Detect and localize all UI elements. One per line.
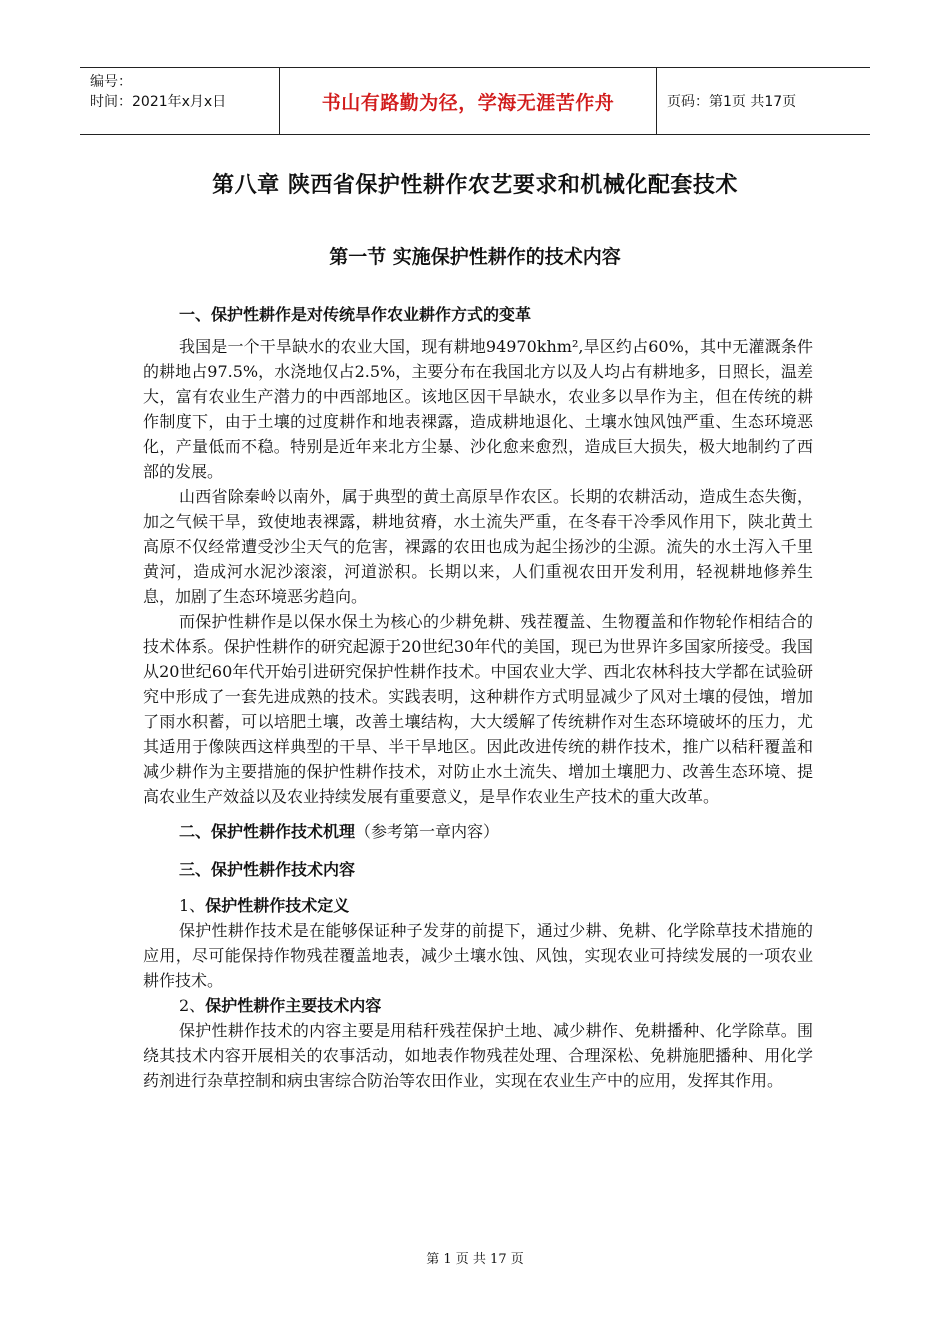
part3-heading: 三、保护性耕作技术内容 — [179, 860, 356, 879]
document-body — [143, 302, 813, 1093]
paragraph: 保护性耕作技术是在能够保证种子发芽的前提下，通过少耕、免耕、化学除草技术措施的应用，尽可能保持作物残茬覆盖地表，减少土壤水蚀、风蚀，实现农业可持续发展的一项农业耕作技术。 — [143, 921, 813, 990]
paragraph: 山西省除秦岭以南外，属于典型的黄土高原旱作农区。长期的农耕活动，造成生态失衡，加之气候干旱，致使地表裸露，耕地贫瘠，水土流失严重，在冬春干冷季风作用下，陕北黄土高原不仅经常遭受沙尘天气的危害，裸露的农田也成为起尘扬沙的尘源。流失的水土泻入千里黄河，造成河水泥沙滚滚，河道淤积。长期以来，人们重视农田开发利用，轻视耕地修养生息，加剧了生态环境恶劣趋向。 — [143, 487, 813, 606]
paragraph: 而保护性耕作是以保水保土为核心的少耕免耕、残茬覆盖、生物覆盖和作物轮作相结合的技术体系。保护性耕作的研究起源于20世纪30年代的美国，现已为世界许多国家所接受。我国从20世纪60年代开始引进研究保护性耕作技术。中国农业大学、西北农林科技大学都在试验研究中形成了一套先进成熟的技术。实践表明，这种耕作方式明显减少了风对土壤的侵蚀，增加了雨水积蓄，可以培肥土壤，改善土壤结构，大大缓解了传统耕作对生态环境破坏的压力，尤其适用于像陕西这样典型的干旱、半干旱地区。因此改进传统的耕作技术，推广以秸秆覆盖和减少耕作为主要措施的保护性耕作技术，对防止水土流失、增加土壤肥力、改善生态环境、提高农业生产效益以及农业持续发展有重要意义，是旱作农业生产技术的重大改革。 — [143, 612, 813, 806]
sub2-number: 2、 — [179, 996, 206, 1015]
sub1-title: 保护性耕作技术定义 — [205, 896, 350, 915]
chapter-title: 第八章 陕西省保护性耕作农艺要求和机械化配套技术 — [212, 173, 738, 198]
number-label: 编号： — [90, 74, 132, 90]
page-footer: 第 1 页 共 17 页 — [426, 1252, 524, 1267]
header-motto: 书山有路勤为径，学海无涯苦作舟 — [280, 68, 657, 134]
sub2-title: 保护性耕作主要技术内容 — [205, 996, 382, 1015]
header-meta-cell — [80, 68, 280, 134]
header-table — [80, 67, 870, 135]
paragraph: 保护性耕作技术的内容主要是用秸秆残茬保护土地、减少耕作、免耕播种、化学除草。围绕其技术内容开展相关的农事活动，如地表作物残茬处理、合理深松、免耕施肥播种、用化学药剂进行杂草控制和病虫害综合防治等农田作业，实现在农业生产中的应用，发挥其作用。 — [143, 1021, 813, 1090]
paragraph: 我国是一个干旱缺水的农业大国，现有耕地94970khm²,旱区约占60%，其中无灌溉条件的耕地占97.5%，水浇地仅占2.5%，主要分布在我国北方以及人均占有耕地多，日照长，温差大，富有农业生产潜力的中西部地区。该地区因干旱缺水，农业多以旱作为主，但在传统的耕作制度下，由于土壤的过度耕作和地表裸露，造成耕地退化、土壤水蚀风蚀严重、生态环境恶化，产量低而不稳。特别是近年来北方尘暴、沙化愈来愈烈，造成巨大损失，极大地制约了西部的发展。 — [143, 337, 813, 481]
part1-heading: 一、保护性耕作是对传统旱作农业耕作方式的变革 — [179, 305, 532, 324]
sub2-heading — [179, 993, 813, 1018]
part2-heading-text: 二、保护性耕作技术机理 — [179, 822, 356, 841]
part2-heading-note: （参考第一章内容） — [355, 822, 500, 841]
time-label: 时间：2021年x月x日 — [90, 94, 227, 110]
header-page-info: 页码：第1页 共17页 — [667, 94, 797, 110]
section-title: 第一节 实施保护性耕作的技术内容 — [329, 246, 621, 268]
sub1-number: 1、 — [179, 896, 206, 915]
sub1-heading — [179, 893, 813, 918]
part2-heading — [179, 819, 813, 845]
